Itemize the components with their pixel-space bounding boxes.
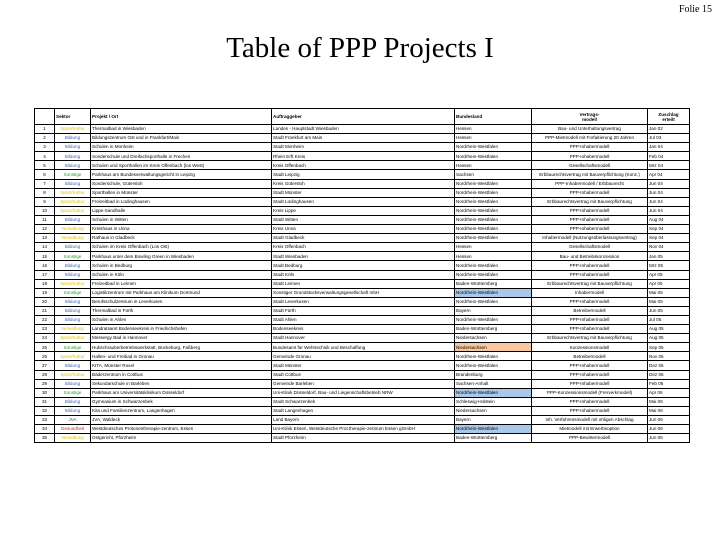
cell-sektor: Bildung bbox=[55, 215, 91, 224]
cell-bundesland: Nordrhein-Westfalen bbox=[455, 315, 532, 324]
cell-bundesland: Nordrhein-Westfalen bbox=[455, 297, 532, 306]
cell-vertragsmodell: PPP-Inhabermodell bbox=[532, 325, 648, 334]
table-row bbox=[35, 352, 690, 361]
cell-nr: 5 bbox=[35, 161, 55, 170]
table-row bbox=[35, 370, 690, 379]
cell-auftraggeber: Stadt Münster bbox=[272, 188, 455, 197]
cell-vertragsmodell: Bau- und Unterhaltungsvertrag bbox=[532, 125, 648, 134]
cell-nr: 32 bbox=[35, 406, 55, 415]
cell-zuschlag: Jun 04 bbox=[648, 188, 690, 197]
cell-vertragsmodell: Betreibermodell bbox=[532, 306, 648, 315]
cell-vertragsmodell: PPP-Inhabermodell bbox=[532, 225, 648, 234]
cell-bundesland: Nordrhein-Westfalen bbox=[455, 197, 532, 206]
cell-sektor: Sonstige bbox=[55, 388, 91, 397]
cell-projekt: Freizeitbad in Lüdinghausen bbox=[91, 197, 272, 206]
cell-sektor: Bildung bbox=[55, 161, 91, 170]
cell-projekt: Logistikzentrum mit Parkhaus am Klinikum Dortmund bbox=[91, 288, 272, 297]
cell-projekt: Kreishaus in Unna bbox=[91, 225, 272, 234]
cell-bundesland: Nordrhein-Westfalen bbox=[455, 152, 532, 161]
cell-auftraggeber: Rhein Erft Kreis bbox=[272, 152, 455, 161]
cell-bundesland: Brandenburg bbox=[455, 370, 532, 379]
cell-sektor: Verwaltung bbox=[55, 234, 91, 243]
cell-zuschlag: Mai 06 bbox=[648, 406, 690, 415]
table-row bbox=[35, 416, 690, 425]
cell-zuschlag: Apr 05 bbox=[648, 270, 690, 279]
cell-zuschlag: Feb 06 bbox=[648, 379, 690, 388]
cell-vertragsmodell: Konzessionsmodell bbox=[532, 343, 648, 352]
cell-vertragsmodell: Mietmodell mit Erwerbsoption bbox=[532, 425, 648, 434]
cell-projekt: Parkhaus am Bundesverwaltungsgericht in Leipzig bbox=[91, 170, 272, 179]
cell-vertragsmodell: Betreibermodell bbox=[532, 352, 648, 361]
cell-auftraggeber: Stadt Leimen bbox=[272, 279, 455, 288]
cell-vertragsmodell: PPP-Inhabermodell bbox=[532, 143, 648, 152]
cell-nr: 6 bbox=[35, 170, 55, 179]
cell-nr: 17 bbox=[35, 270, 55, 279]
cell-sektor: Bildung bbox=[55, 143, 91, 152]
cell-sektor: Bildung bbox=[55, 397, 91, 406]
cell-auftraggeber: Stadt Leverkusen bbox=[272, 297, 455, 306]
cell-sektor: Sport/Kultur bbox=[55, 197, 91, 206]
cell-auftraggeber: Stadt Pforzheim bbox=[272, 434, 455, 443]
cell-auftraggeber: Stadt Lüdinghausen bbox=[272, 197, 455, 206]
cell-nr: 28 bbox=[35, 370, 55, 379]
cell-nr: 34 bbox=[35, 425, 55, 434]
table-row bbox=[35, 315, 690, 324]
cell-nr: 2 bbox=[35, 134, 55, 143]
slide-number: Folie 15 bbox=[678, 4, 712, 15]
cell-projekt: Hallen- und Freibad in Gronau bbox=[91, 352, 272, 361]
cell-zuschlag: Feb 04 bbox=[648, 152, 690, 161]
cell-nr: 19 bbox=[35, 288, 55, 297]
cell-bundesland: Nordrhein-Westfalen bbox=[455, 234, 532, 243]
cell-bundesland: Baden-Württemberg bbox=[455, 279, 532, 288]
cell-projekt: Schulen in Witten bbox=[91, 215, 272, 224]
table-row bbox=[35, 388, 690, 397]
cell-nr: 15 bbox=[35, 252, 55, 261]
cell-nr: 4 bbox=[35, 152, 55, 161]
cell-nr: 14 bbox=[35, 243, 55, 252]
header-zuschlag: Zuschlag erteilt bbox=[648, 109, 690, 125]
cell-sektor: Sport/Kultur bbox=[55, 125, 91, 134]
cell-projekt: Schulen in Köln bbox=[91, 270, 272, 279]
table-row bbox=[35, 243, 690, 252]
cell-bundesland: Niedersachsen bbox=[455, 406, 532, 415]
cell-bundesland: Nordrhein-Westfalen bbox=[455, 143, 532, 152]
cell-auftraggeber: Stadt Schwarzenbek bbox=[272, 397, 455, 406]
cell-projekt: Landratsamt Bodenseekreis in Friedrichshafen bbox=[91, 325, 272, 334]
cell-auftraggeber: Stadt Fürth bbox=[272, 306, 455, 315]
cell-auftraggeber: Kreis Offenbach bbox=[272, 243, 455, 252]
cell-projekt: Parkhaus unter dem Bowling Green in Wiesbaden bbox=[91, 252, 272, 261]
cell-zuschlag: Jan 04 bbox=[648, 143, 690, 152]
table-row bbox=[35, 234, 690, 243]
cell-auftraggeber: Bodenseekreis bbox=[272, 325, 455, 334]
cell-projekt: JVA, Waldeck bbox=[91, 416, 272, 425]
table-row bbox=[35, 434, 690, 443]
cell-sektor: Bildung bbox=[55, 379, 91, 388]
cell-vertragsmodell: Gesellschaftsmodell bbox=[532, 161, 648, 170]
cell-sektor: JVA bbox=[55, 416, 91, 425]
cell-nr: 25 bbox=[35, 343, 55, 352]
cell-vertragsmodell: Erbbaurechtsvertrag mit Bauverpflichtung bbox=[532, 334, 648, 343]
cell-zuschlag: Aug 05 bbox=[648, 325, 690, 334]
cell-projekt: Schulen in Monheim bbox=[91, 143, 272, 152]
cell-zuschlag: Sep 04 bbox=[648, 225, 690, 234]
cell-nr: 23 bbox=[35, 325, 55, 334]
cell-zuschlag: Sep 05 bbox=[648, 343, 690, 352]
cell-vertragsmodell: PPP-Inhabermodell bbox=[532, 406, 648, 415]
cell-bundesland: Sachsen-Anhalt bbox=[455, 379, 532, 388]
cell-auftraggeber: Stadt Bedburg bbox=[272, 261, 455, 270]
cell-nr: 26 bbox=[35, 352, 55, 361]
table-header-row bbox=[35, 109, 690, 125]
cell-projekt: Sekundarschule in Barleben bbox=[91, 379, 272, 388]
table-row bbox=[35, 397, 690, 406]
cell-zuschlag: Mai 05 bbox=[648, 297, 690, 306]
cell-sektor: Bildung bbox=[55, 152, 91, 161]
cell-sektor: Bildung bbox=[55, 297, 91, 306]
cell-bundesland: Nordrhein-Westfalen bbox=[455, 188, 532, 197]
cell-auftraggeber: Stadt Köln bbox=[272, 270, 455, 279]
cell-nr: 1 bbox=[35, 125, 55, 134]
cell-vertragsmodell: Inhabermodell bbox=[532, 288, 648, 297]
table-row bbox=[35, 215, 690, 224]
cell-nr: 21 bbox=[35, 306, 55, 315]
cell-auftraggeber: Kreis Offenbach bbox=[272, 161, 455, 170]
cell-zuschlag: Jun 04 bbox=[648, 206, 690, 215]
cell-projekt: Gymnasium in Schwarzenbek bbox=[91, 397, 272, 406]
table-row bbox=[35, 343, 690, 352]
cell-projekt: Schulen in Bedburg bbox=[91, 261, 272, 270]
cell-nr: 20 bbox=[35, 297, 55, 306]
cell-projekt: Schulen und Sporthallen im Kreis Offenbach (los West) bbox=[91, 161, 272, 170]
cell-projekt: Sporthallen in Münster bbox=[91, 188, 272, 197]
table-row bbox=[35, 252, 690, 261]
cell-vertragsmodell: PPP-Inhabermodell bbox=[532, 315, 648, 324]
cell-nr: 18 bbox=[35, 279, 55, 288]
cell-nr: 31 bbox=[35, 397, 55, 406]
cell-bundesland: Nordrhein-Westfalen bbox=[455, 206, 532, 215]
cell-nr: 22 bbox=[35, 315, 55, 324]
cell-bundesland: Hessen bbox=[455, 252, 532, 261]
cell-zuschlag: Mrz 05 bbox=[648, 261, 690, 270]
cell-nr: 9 bbox=[35, 197, 55, 206]
cell-vertragsmodell: Gesellschaftsmodell bbox=[532, 243, 648, 252]
cell-auftraggeber: Kreis Gütersloh bbox=[272, 179, 455, 188]
cell-bundesland: Niedersachsen bbox=[455, 343, 532, 352]
cell-bundesland: Nordrhein-Westfalen bbox=[455, 361, 532, 370]
cell-auftraggeber: Stadt Langenhagen bbox=[272, 406, 455, 415]
cell-sektor: Verwaltung bbox=[55, 325, 91, 334]
cell-nr: 12 bbox=[35, 225, 55, 234]
cell-sektor: Sport/Kultur bbox=[55, 279, 91, 288]
cell-vertragsmodell: Inhabermodell (Nutzungsüberlassungsvertrag) bbox=[532, 234, 648, 243]
cell-projekt: Westdeutsches Protonentherapie-zentrum, Essen bbox=[91, 425, 272, 434]
cell-projekt: Ostgericht, Pforzheim bbox=[91, 434, 272, 443]
cell-vertragsmodell: PPP-Inhabermodell bbox=[532, 397, 648, 406]
cell-nr: 33 bbox=[35, 416, 55, 425]
cell-nr: 35 bbox=[35, 434, 55, 443]
table-row bbox=[35, 134, 690, 143]
cell-zuschlag: Jun 06 bbox=[648, 425, 690, 434]
cell-auftraggeber: Stadt Witten bbox=[272, 215, 455, 224]
cell-projekt: Bäderzentrum in Cottbus bbox=[91, 370, 272, 379]
cell-bundesland: Nordrhein-Westfalen bbox=[455, 288, 532, 297]
cell-sektor: Gesundheit bbox=[55, 425, 91, 434]
cell-projekt: Sonderschule und Dreifachsporthalle in Frechen bbox=[91, 152, 272, 161]
cell-vertragsmodell: PPP-Bewirtermodell bbox=[532, 434, 648, 443]
cell-bundesland: Baden-Württemberg bbox=[455, 434, 532, 443]
cell-vertragsmodell: PPP-Inhabermodell bbox=[532, 206, 648, 215]
cell-sektor: Sport/Kultur bbox=[55, 352, 91, 361]
cell-bundesland: Nordrhein-Westfalen bbox=[455, 425, 532, 434]
cell-projekt: Messergy Bad in Hannover bbox=[91, 334, 272, 343]
table-row bbox=[35, 125, 690, 134]
cell-auftraggeber: Stadt Wiesbaden bbox=[272, 252, 455, 261]
slide-title: Table of PPP Projects I bbox=[226, 32, 494, 64]
cell-auftraggeber: Stadt Münster bbox=[272, 361, 455, 370]
cell-zuschlag: Jul 05 bbox=[648, 315, 690, 324]
cell-bundesland: Hessen bbox=[455, 125, 532, 134]
cell-auftraggeber: Gemeinde Barleben bbox=[272, 379, 455, 388]
cell-projekt: Parkhaus am Universitätsklinikum Düsseldorf bbox=[91, 388, 272, 397]
cell-vertragsmodell: PPP-Inhabermodell bbox=[532, 297, 648, 306]
cell-bundesland: Nordrhein-Westfalen bbox=[455, 388, 532, 397]
cell-vertragsmodell: PPP-Inhabermodell bbox=[532, 270, 648, 279]
cell-auftraggeber: Stadt Leipzig bbox=[272, 170, 455, 179]
cell-auftraggeber: Kreis Lippe bbox=[272, 206, 455, 215]
cell-projekt: Lippe-Sandhalle bbox=[91, 206, 272, 215]
cell-auftraggeber: Stadt Hannover bbox=[272, 334, 455, 343]
header-vertragsmodell: Vertrags- modell bbox=[532, 109, 648, 125]
cell-zuschlag: Jul 03 bbox=[648, 134, 690, 143]
table-row bbox=[35, 297, 690, 306]
cell-bundesland: Hessen bbox=[455, 134, 532, 143]
cell-sektor: Sport/Kultur bbox=[55, 370, 91, 379]
cell-vertragsmodell: PPP-Inhabermodell bbox=[532, 188, 648, 197]
cell-sektor: Verwaltung bbox=[55, 434, 91, 443]
cell-sektor: Bildung bbox=[55, 315, 91, 324]
cell-sektor: Bildung bbox=[55, 406, 91, 415]
cell-vertragsmodell: PPP-Inhabermodell / Erbbaurecht bbox=[532, 179, 648, 188]
cell-auftraggeber: Bundesamt für Wehrtechnik und Beschaffung bbox=[272, 343, 455, 352]
cell-auftraggeber: Landes - Hauptstadt Wiesbaden bbox=[272, 125, 455, 134]
cell-vertragsmodell: Bau- und Betriebskonzession bbox=[532, 252, 648, 261]
cell-vertragsmodell: Erbbaurechtsvertrag mit Bauverpflichtung bbox=[532, 197, 648, 206]
cell-zuschlag: Apr 05 bbox=[648, 279, 690, 288]
table-row bbox=[35, 179, 690, 188]
cell-nr: 3 bbox=[35, 143, 55, 152]
cell-vertragsmodell: Inh. Verfahrensmodell mit ohligen Abschlag bbox=[532, 416, 648, 425]
cell-bundesland: Nordrhein-Westfalen bbox=[455, 261, 532, 270]
cell-sektor: Verwaltung bbox=[55, 225, 91, 234]
cell-nr: 11 bbox=[35, 215, 55, 224]
cell-nr: 8 bbox=[35, 188, 55, 197]
table-row bbox=[35, 334, 690, 343]
cell-projekt: Hubschrauberbetriebswerkstatt, Bückeburg, Faßberg bbox=[91, 343, 272, 352]
cell-nr: 30 bbox=[35, 388, 55, 397]
ppp-projects-table bbox=[34, 108, 690, 443]
cell-bundesland: Hessen bbox=[455, 243, 532, 252]
cell-zuschlag: Apr 06 bbox=[648, 388, 690, 397]
header-sektor: Sektor bbox=[55, 109, 91, 125]
cell-auftraggeber: Land Bayern bbox=[272, 416, 455, 425]
cell-vertragsmodell: PPP-Inhabermodell bbox=[532, 379, 648, 388]
cell-projekt: Schulen im Kreis Offenbach (Los Ost) bbox=[91, 243, 272, 252]
cell-projekt: Schulen in Ahlen bbox=[91, 315, 272, 324]
table-row bbox=[35, 143, 690, 152]
cell-zuschlag: Sep 04 bbox=[648, 234, 690, 243]
cell-sektor: Sport/Kultur bbox=[55, 206, 91, 215]
cell-sektor: Sonstige bbox=[55, 170, 91, 179]
cell-bundesland: Bayern bbox=[455, 306, 532, 315]
cell-bundesland: Nordrhein-Westfalen bbox=[455, 215, 532, 224]
table-row bbox=[35, 288, 690, 297]
cell-sektor: Bildung bbox=[55, 361, 91, 370]
cell-nr: 24 bbox=[35, 334, 55, 343]
cell-bundesland: Schleswig-Holstein bbox=[455, 397, 532, 406]
cell-zuschlag: Jun 04 bbox=[648, 197, 690, 206]
table-row bbox=[35, 161, 690, 170]
cell-bundesland: Nordrhein-Westfalen bbox=[455, 179, 532, 188]
cell-bundesland: Nordrhein-Westfalen bbox=[455, 270, 532, 279]
cell-zuschlag: Jun 04 bbox=[648, 179, 690, 188]
header-bundesland: Bundesland bbox=[455, 109, 532, 125]
cell-vertragsmodell: PPP-Inhabermodell bbox=[532, 152, 648, 161]
cell-auftraggeber: Uni-Klinik Düsseldorf, Bau- und Liegenschaftsbetrieb NRW bbox=[272, 388, 455, 397]
table-row bbox=[35, 225, 690, 234]
cell-nr: 29 bbox=[35, 379, 55, 388]
table-row bbox=[35, 170, 690, 179]
cell-nr: 16 bbox=[35, 261, 55, 270]
table-row bbox=[35, 306, 690, 315]
cell-vertragsmodell: PPP-Inhabermodell bbox=[532, 361, 648, 370]
header-nr bbox=[35, 109, 55, 125]
cell-sektor: Bildung bbox=[55, 261, 91, 270]
table-row bbox=[35, 152, 690, 161]
cell-zuschlag: Jun 06 bbox=[648, 434, 690, 443]
ppp-projects-table-wrapper bbox=[34, 108, 689, 443]
cell-vertragsmodell: PPP-Inhabermodell bbox=[532, 261, 648, 270]
table-row bbox=[35, 188, 690, 197]
cell-auftraggeber: Uni-Klinik Essen, Westdeutsche Prot.therapie-zentrum Essen gGmbH bbox=[272, 425, 455, 434]
cell-auftraggeber: Stadt Monheim bbox=[272, 143, 455, 152]
cell-zuschlag: Mai 05 bbox=[648, 288, 690, 297]
cell-auftraggeber: Sonstiger Grundstücksverwaltungsgesellschaft mbH bbox=[272, 288, 455, 297]
cell-auftraggeber: Kreis Unna bbox=[272, 225, 455, 234]
cell-zuschlag: Aug 05 bbox=[648, 334, 690, 343]
cell-zuschlag: Nov 05 bbox=[648, 352, 690, 361]
cell-vertragsmodell: PPP-Konzessionsmodell (Frerverkmodell) bbox=[532, 388, 648, 397]
table-row bbox=[35, 270, 690, 279]
cell-projekt: KITA, Münster Roxel bbox=[91, 361, 272, 370]
cell-bundesland: Nordrhein-Westfalen bbox=[455, 225, 532, 234]
cell-nr: 10 bbox=[35, 206, 55, 215]
table-row bbox=[35, 425, 690, 434]
cell-zuschlag: Dez 05 bbox=[648, 370, 690, 379]
cell-sektor: Bildung bbox=[55, 179, 91, 188]
cell-zuschlag: Jan 05 bbox=[648, 252, 690, 261]
cell-vertragsmodell: Erbbaurechtsvertrag mit Bauverpflichtung bbox=[532, 279, 648, 288]
cell-auftraggeber: Stadt Gladbeck bbox=[272, 234, 455, 243]
table-row bbox=[35, 279, 690, 288]
cell-sektor: Sport/Kultur bbox=[55, 334, 91, 343]
cell-nr: 27 bbox=[35, 361, 55, 370]
cell-sektor: Sonstige bbox=[55, 252, 91, 261]
cell-bundesland: Nordrhein-Westfalen bbox=[455, 352, 532, 361]
cell-bundesland: Hessen bbox=[455, 161, 532, 170]
cell-bundesland: Niedersachsen bbox=[455, 334, 532, 343]
cell-nr: 7 bbox=[35, 179, 55, 188]
cell-projekt: Freizeitbad in Leimen bbox=[91, 279, 272, 288]
cell-vertragsmodell: PPP-Mietmodell mit Forfaitierung 20 Jahren bbox=[532, 134, 648, 143]
table-row bbox=[35, 406, 690, 415]
cell-projekt: Thermalbad in Fürth bbox=[91, 306, 272, 315]
cell-zuschlag: Jan 02 bbox=[648, 125, 690, 134]
table-body bbox=[35, 125, 690, 443]
header-auftraggeber: Auftraggeber bbox=[272, 109, 455, 125]
cell-sektor: Sport/Kultur bbox=[55, 188, 91, 197]
cell-projekt: Rathaus in Gladbeck bbox=[91, 234, 272, 243]
cell-projekt: Thermalbad in Wiesbaden bbox=[91, 125, 272, 134]
table-row bbox=[35, 379, 690, 388]
cell-auftraggeber: Gemeinde Gronau bbox=[272, 352, 455, 361]
cell-auftraggeber: Stadt Frankfurt am Main bbox=[272, 134, 455, 143]
cell-zuschlag: Apr 04 bbox=[648, 170, 690, 179]
cell-vertragsmodell: PPP-Inhabermodell bbox=[532, 215, 648, 224]
cell-bundesland: Baden-Württemberg bbox=[455, 325, 532, 334]
cell-projekt: Sonderschule, Gütersloh bbox=[91, 179, 272, 188]
cell-vertragsmodell: Erbbaurechtsvertrag mit Bauverpflichtung (Konz.) bbox=[532, 170, 648, 179]
cell-sektor: Sonstige bbox=[55, 288, 91, 297]
cell-sektor: Bildung bbox=[55, 306, 91, 315]
cell-sektor: Bildung bbox=[55, 134, 91, 143]
cell-nr: 13 bbox=[35, 234, 55, 243]
cell-auftraggeber: Stadt Ahlen bbox=[272, 315, 455, 324]
cell-bundesland: Bayern bbox=[455, 416, 532, 425]
cell-zuschlag: Jun 05 bbox=[648, 306, 690, 315]
cell-vertragsmodell: PPP-Inhabermodell bbox=[532, 370, 648, 379]
cell-sektor: Bildung bbox=[55, 243, 91, 252]
cell-zuschlag: Jun 06 bbox=[648, 416, 690, 425]
cell-zuschlag: Aug 04 bbox=[648, 215, 690, 224]
cell-projekt: Kita und Familienzentrum, Langenhagen bbox=[91, 406, 272, 415]
cell-zuschlag: Nov 04 bbox=[648, 243, 690, 252]
header-projekt: Projekt / Ort bbox=[91, 109, 272, 125]
cell-zuschlag: Mrz 04 bbox=[648, 161, 690, 170]
table-row bbox=[35, 206, 690, 215]
cell-sektor: Sonstige bbox=[55, 343, 91, 352]
table-row bbox=[35, 197, 690, 206]
cell-projekt: Berufsschulzentrum in Leverkusen bbox=[91, 297, 272, 306]
cell-auftraggeber: Stadt Cottbus bbox=[272, 370, 455, 379]
cell-zuschlag: Mai 06 bbox=[648, 397, 690, 406]
cell-zuschlag: Dez 05 bbox=[648, 361, 690, 370]
table-row bbox=[35, 325, 690, 334]
table-row bbox=[35, 361, 690, 370]
cell-sektor: Bildung bbox=[55, 270, 91, 279]
cell-projekt: Bildungszentrum Ost und in Frankfurt/Main bbox=[91, 134, 272, 143]
table-row bbox=[35, 261, 690, 270]
cell-bundesland: Sachsen bbox=[455, 170, 532, 179]
